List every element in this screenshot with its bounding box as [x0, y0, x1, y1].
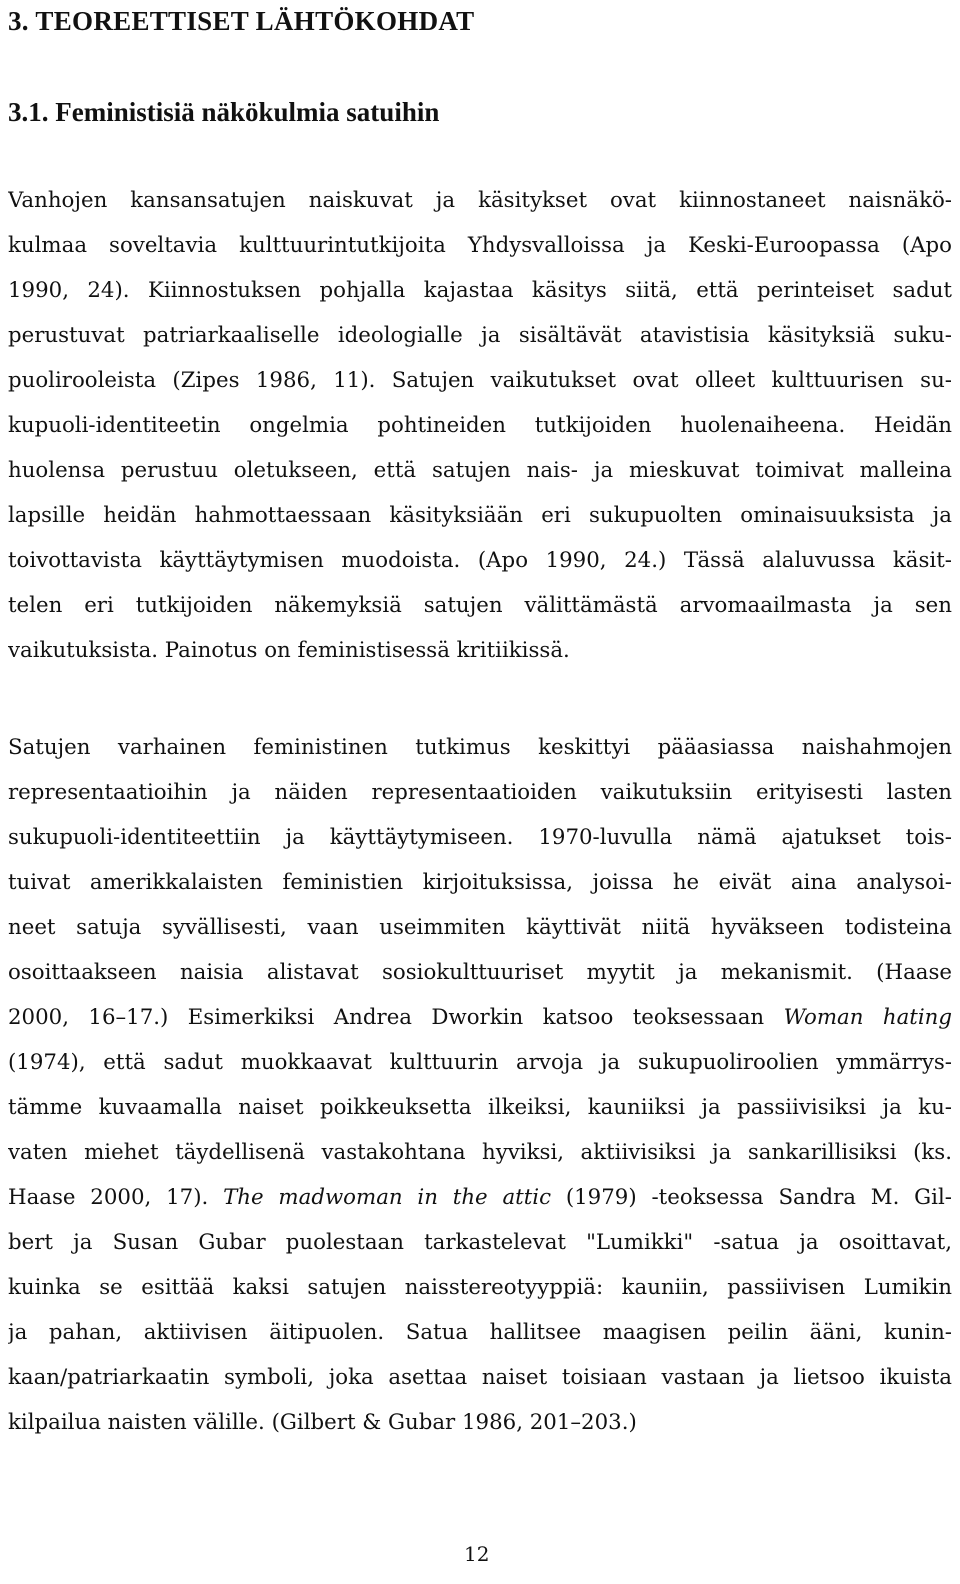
text-line: kupuoli-identiteetin ongelmia pohtineiden tutkijoiden huolenaiheena. Heidän — [8, 413, 952, 438]
text-line: tämme kuvaamalla naiset poikkeuksetta ilkeiksi, kauniiksi ja passiivisiksi ja ku- — [8, 1095, 952, 1120]
text-line: Haase 2000, 17). The madwoman in the attic (1979) -teoksessa Sandra M. Gil- — [8, 1185, 952, 1210]
text-line: tuivat amerikkalaisten feministien kirjoituksissa, joissa he eivät aina analysoi- — [8, 870, 952, 895]
text-line: 1990, 24). Kiinnostuksen pohjalla kajastaa käsitys siitä, että perinteiset sadut — [8, 278, 952, 303]
text-line: neet satuja syvällisesti, vaan useimmiten käyttivät niitä hyväkseen todisteina — [8, 915, 952, 940]
chapter-title: 3. TEOREETTISET LÄHTÖKOHDAT — [8, 6, 475, 36]
text-line: kilpailua naisten välille. (Gilbert & Gubar 1986, 201–203.) — [8, 1410, 637, 1435]
text-line: osoittaakseen naisia alistavat sosiokulttuuriset myytit ja mekanismit. (Haase — [8, 960, 952, 985]
text-line: sukupuoli-identiteettiin ja käyttäytymiseen. 1970-luvulla nämä ajatukset tois- — [8, 825, 952, 850]
text-line: huolensa perustuu oletukseen, että satujen nais- ja mieskuvat toimivat malleina — [8, 458, 952, 483]
text-line: vaikutuksista. Painotus on feministisessä kritiikissä. — [8, 638, 570, 663]
text-line: bert ja Susan Gubar puolestaan tarkastelevat "Lumikki" -satua ja osoittavat, — [8, 1230, 952, 1255]
book-title: Woman hating — [783, 1005, 952, 1030]
paragraph-1 — [8, 178, 952, 673]
text-line: Satujen varhainen feministinen tutkimus keskittyi pääasiassa naishahmojen — [8, 735, 952, 760]
page-number: 12 — [464, 1542, 490, 1566]
text-line: Vanhojen kansansatujen naiskuvat ja käsitykset ovat kiinnostaneet naisnäkö- — [8, 188, 952, 213]
text-line: lapsille heidän hahmottaessaan käsityksiään eri sukupuolten ominaisuuksista ja — [8, 503, 952, 528]
text-line: kaan/patriarkaatin symboli, joka asettaa naiset toisiaan vastaan ja lietsoo ikuista — [8, 1365, 952, 1390]
text-line: puolirooleista (Zipes 1986, 11). Satujen vaikutukset ovat olleet kulttuurisen su- — [8, 368, 952, 393]
text-line: toivottavista käyttäytymisen muodoista. (Apo 1990, 24.) Tässä alaluvussa käsit- — [8, 548, 952, 573]
book-title: The madwoman in the attic — [223, 1185, 552, 1210]
text-line: representaatioihin ja näiden representaatioiden vaikutuksiin erityisesti lasten — [8, 780, 952, 805]
text-line: (1974), että sadut muokkaavat kulttuurin arvoja ja sukupuoliroolien ymmärrys- — [8, 1050, 952, 1075]
text-line: 2000, 16–17.) Esimerkiksi Andrea Dworkin katsoo teoksessaan Woman hating — [8, 1005, 952, 1030]
text-line: perustuvat patriarkaaliselle ideologialle ja sisältävät atavistisia käsityksiä suku- — [8, 323, 952, 348]
text-line: vaten miehet täydellisenä vastakohtana hyviksi, aktiivisiksi ja sankarillisiksi (ks. — [8, 1140, 952, 1165]
paragraph-2 — [8, 725, 952, 1445]
text-line: ja pahan, aktiivisen äitipuolen. Satua hallitsee maagisen peilin ääni, kunin- — [8, 1320, 952, 1345]
text-line: telen eri tutkijoiden näkemyksiä satujen välittämästä arvomaailmasta ja sen — [8, 593, 952, 618]
text-line: kuinka se esittää kaksi satujen naisstereotyyppiä: kauniin, passiivisen Lumikin — [8, 1275, 952, 1300]
text-line: kulmaa soveltavia kulttuurintutkijoita Yhdysvalloissa ja Keski-Euroopassa (Apo — [8, 233, 952, 258]
section-title: 3.1. Feministisiä näkökulmia satuihin — [8, 97, 440, 127]
